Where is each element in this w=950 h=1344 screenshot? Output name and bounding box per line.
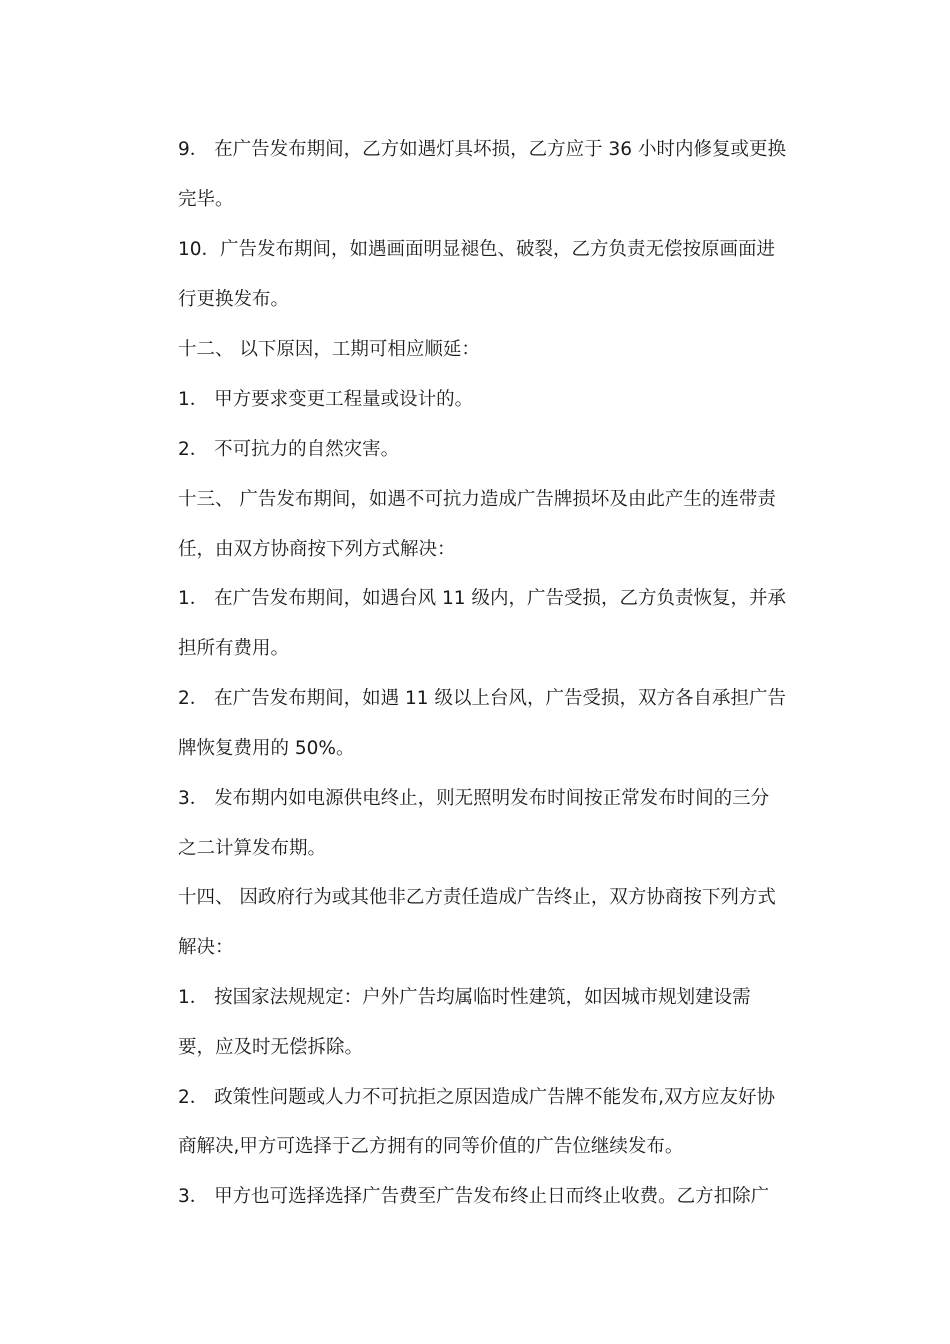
text-line: 担所有费用。 bbox=[178, 638, 290, 659]
text-line: 2． 在广告发布期间，如遇 11 级以上台风，广告受损，双方各自承担广告 bbox=[178, 688, 786, 709]
section-heading: 十二、 以下原因，工期可相应顺延： bbox=[178, 339, 480, 360]
text-line: 完毕。 bbox=[178, 189, 234, 210]
text-line: 任，由双方协商按下列方式解决： bbox=[178, 539, 456, 560]
text-line: 2． 政策性问题或人力不可抗拒之原因造成广告牌不能发布,双方应友好协 bbox=[178, 1087, 776, 1108]
text-line: 1． 甲方要求变更工程量或设计的。 bbox=[178, 389, 474, 410]
text-line: 3． 甲方也可选择选择广告费至广告发布终止日而终止收费。乙方扣除广 bbox=[178, 1186, 770, 1207]
section-heading: 十三、 广告发布期间，如遇不可抗力造成广告牌损坏及由此产生的连带责 bbox=[178, 489, 776, 510]
section-heading: 十四、 因政府行为或其他非乙方责任造成广告终止，双方协商按下列方式 bbox=[178, 887, 776, 908]
text-line: 1． 按国家法规规定：户外广告均属临时性建筑，如因城市规划建设需 bbox=[178, 987, 751, 1008]
text-line: 解决： bbox=[178, 937, 234, 958]
text-line: 行更换发布。 bbox=[178, 289, 290, 310]
text-line: 牌恢复费用的 50%。 bbox=[178, 738, 355, 759]
text-line: 10．广告发布期间，如遇画面明显褪色、破裂，乙方负责无偿按原画面进 bbox=[178, 239, 776, 260]
text-line: 要，应及时无偿拆除。 bbox=[178, 1037, 364, 1058]
text-line: 3． 发布期内如电源供电终止，则无照明发布时间按正常发布时间的三分 bbox=[178, 788, 770, 809]
text-line: 之二计算发布期。 bbox=[178, 838, 327, 859]
text-line: 1． 在广告发布期间，如遇台风 11 级内，广告受损，乙方负责恢复，并承 bbox=[178, 588, 786, 609]
text-line: 商解决,甲方可选择于乙方拥有的同等价值的广告位继续发布。 bbox=[178, 1136, 684, 1157]
text-line: 9． 在广告发布期间，乙方如遇灯具坏损，乙方应于 36 小时内修复或更换 bbox=[178, 139, 786, 160]
text-line: 2． 不可抗力的自然灾害。 bbox=[178, 439, 400, 460]
